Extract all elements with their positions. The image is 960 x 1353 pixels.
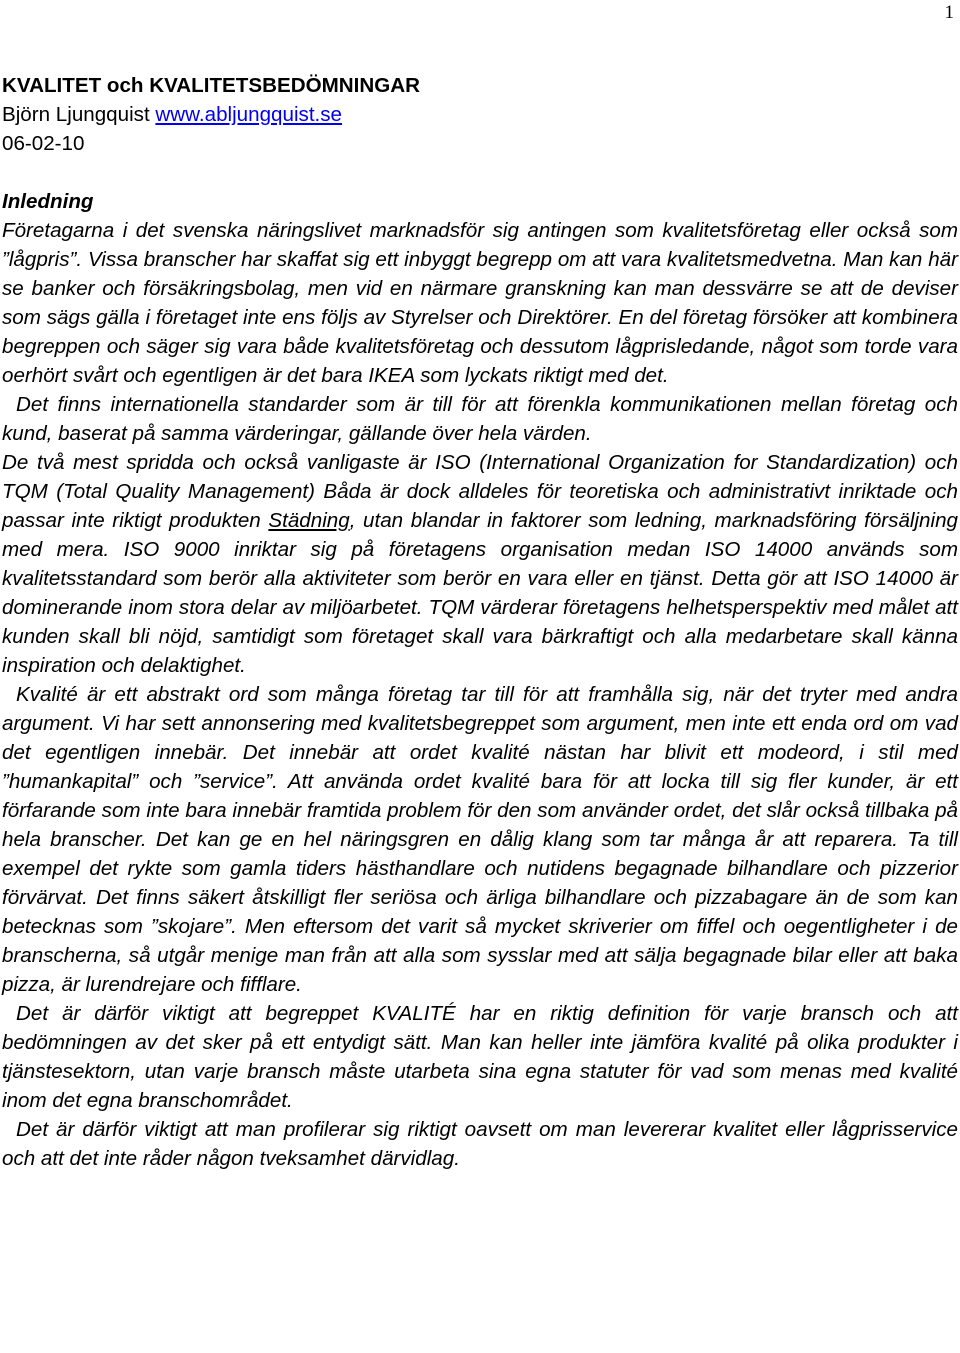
section-heading: Inledning: [2, 190, 94, 213]
paragraph-definition: Det är därför viktigt att begreppet KVALITÉ har en riktig definition för varje bransch och att bedömningen av det sker på ett entydigt sätt. Man kan heller inte jämföra kvalité på olika produkter i tjänstesektorn, utan varje bransch måste utarbeta sina egna statuter för vad som menas med kvalité inom det egna branschområdet.: [2, 1002, 958, 1112]
document-title: KVALITET och KVALITETSBEDÖMNINGAR: [2, 74, 420, 97]
document-body: [2, 71, 958, 1173]
website-link[interactable]: www.abljungquist.se: [155, 103, 343, 126]
paragraph-kvalite: Kvalité är ett abstrakt ord som många företag tar till för att framhålla sig, när det tryter med andra argument. Vi har sett annonsering med kvalitetsbegreppet som argument, men inte ett enda ord om vad det egentligen innebär. Det innebär att ordet kvalité nästan har blivit ett modeord, i stil med ”humankapital” och ”service”. Att använda ordet kvalité bara för att locka till sig fler kunder, är ett förfarande som inte bara innebär framtida problem för den som använder ordet, det slår också tillbaka på hela branscher. Det kan ge en hel näringsgren en dålig klang som tar många år att reparera. Ta till exempel det rykte som gamla tiders hästhandlare och nutidens begagnade bilhandlare och pizzerior förvärvat. Det finns säkert åtskilligt fler seriösa och ärliga bilhandlare och pizzabagare än de som kan betecknas som ”skojare”. Men eftersom det varit så mycket skriverier om fiffel och oegentligheter i de branscherna, så utgår menige man från att alla som sysslar med att sälja begagnade bilar eller att baka pizza, är lurendrejare och fifflare.: [2, 683, 958, 996]
document-date: 06-02-10: [2, 132, 85, 155]
spacer: [2, 158, 958, 187]
paragraph-iso-tqm-part1: De två mest spridda och också vanligaste är ISO (International Organization for Standardization) och TQM (Total Quality Management) Båda är dock alldeles för teoretiska och administrativt inriktade och passar inte riktigt produkten: [2, 451, 958, 532]
paragraph-iso-tqm-part2: , utan blandar in faktorer som ledning, marknadsföring försäljning med mera. ISO 9000 inriktar sig på företagens organisation medan ISO 14000 används som kvalitetsstandard som berör alla aktiviteter som berör en vara eller en tjänst. Detta gör att ISO 14000 är dominerande inom stora delar av miljöarbetet. TQM värderar företagens helhetsperspektiv med målet att kunden skall bli nöjd, samtidigt som företaget skall vara bärkraftigt och alla medarbetare skall känna inspiration och delaktighet.: [2, 509, 958, 677]
paragraph-intro: Företagarna i det svenska näringslivet marknadsför sig antingen som kvalitetsföretag eller också som ”lågpris”. Vissa branscher har skaffat sig ett inbyggt begrepp om att vara kvalitetsmedvetna. Man kan här se banker och försäkringsbolag, men vid en närmare granskning kan man dessvärre se att de deviser som sägs gälla i företaget inte ens följs av Styrelser och Direktörer. En del företag försöker att kombinera begreppen och säger sig vara både kvalitetsföretag och dessutom lågprisledande, något som torde vara oerhört svårt och egentligen är det bara IKEA som lyckats riktigt med det.: [2, 219, 958, 387]
stadning-underlined-term: Städning: [268, 509, 350, 532]
paragraph-profile: Det är därför viktigt att man profilerar sig riktigt oavsett om man levererar kvalitet eller lågprisservice och att det inte råder någon tveksamhet därvidlag.: [2, 1118, 958, 1170]
page-number: 1: [944, 2, 954, 23]
paragraph-standards: Det finns internationella standarder som är till för att förenkla kommunikationen mellan företag och kund, baserat på samma värderingar, gällande över hela värden.: [2, 393, 958, 445]
author-line: [2, 100, 958, 129]
author-name: Björn Ljungquist: [2, 103, 150, 126]
paragraph-iso-tqm: [2, 448, 958, 680]
